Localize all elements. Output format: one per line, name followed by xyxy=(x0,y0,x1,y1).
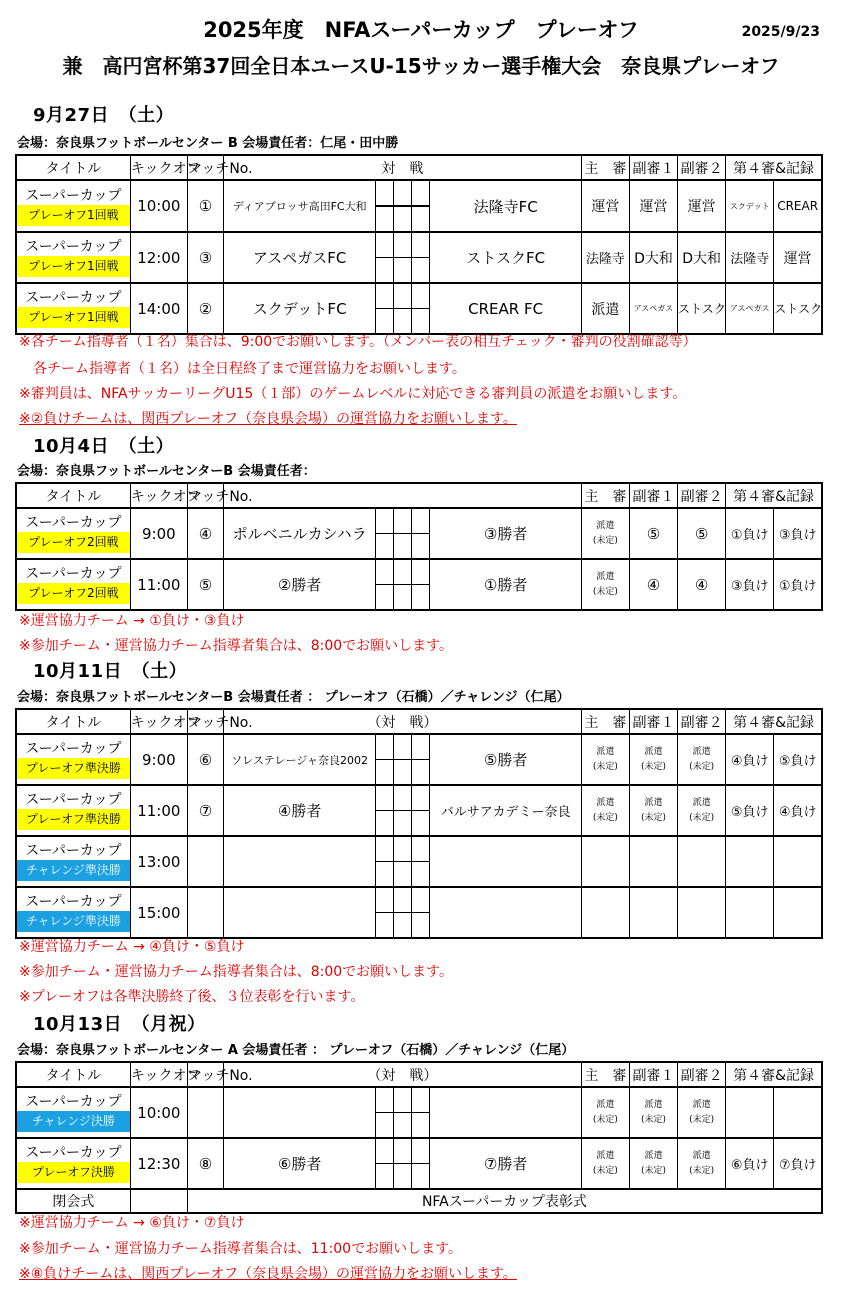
recorder: ①負け xyxy=(774,559,822,610)
assistant-referee-2: 派遣 (未定) xyxy=(678,734,726,785)
kickoff-time: 12:00 xyxy=(130,232,187,283)
round-label: チャレンジ準決勝 xyxy=(17,911,130,932)
fourth-official: アスペガス xyxy=(726,283,774,334)
closing-kickoff xyxy=(130,1189,187,1213)
round-label: プレーオフ1回戦 xyxy=(17,256,130,277)
col-ar1: 副審１ xyxy=(629,709,677,734)
home-team xyxy=(223,887,375,938)
home-team: ディアブロッサ高田FC大和 xyxy=(223,180,375,232)
day4-schedule-table xyxy=(15,1061,823,1214)
home-team: ②勝者 xyxy=(223,559,375,610)
col-fourth: 第４審&記録 xyxy=(726,483,822,508)
kickoff-time: 10:00 xyxy=(130,1087,187,1138)
table-row xyxy=(16,283,822,309)
assistant-referee-1: 派遣 (未定) xyxy=(629,1138,677,1189)
super-cup-label: スーパーカップ xyxy=(25,566,122,582)
assistant-referee-1: 派遣 (未定) xyxy=(629,785,677,836)
score-cell xyxy=(412,1164,430,1190)
assistant-referee-1: D大和 xyxy=(629,232,677,283)
score-cell xyxy=(376,760,394,786)
fourth-official: ⑥負け xyxy=(726,1138,774,1189)
assistant-referee-2: 派遣 (未定) xyxy=(678,785,726,836)
score-cell xyxy=(394,734,412,760)
col-ar2: 副審２ xyxy=(678,709,726,734)
home-team xyxy=(223,1087,375,1138)
col-versus: （対 戦） xyxy=(223,709,581,734)
away-team: CREAR FC xyxy=(430,283,581,334)
score-cell xyxy=(376,1113,394,1139)
col-kickoff: キックオフ xyxy=(130,483,187,508)
super-cup-label: スーパーカップ xyxy=(25,187,122,204)
fourth-official: スクデット xyxy=(726,180,774,232)
match-title xyxy=(16,283,130,334)
col-kickoff: キックオフ xyxy=(130,155,187,180)
match-number: ⑧ xyxy=(187,1138,223,1189)
day4-note: ※参加チーム・運営協力チーム指導者集合は、11:00でお願いします。 xyxy=(19,1241,462,1257)
score-cell xyxy=(412,887,430,913)
col-ar2: 副審２ xyxy=(678,155,726,180)
day4-note: ※運営協力チーム → ⑥負け・⑦負け xyxy=(19,1215,245,1231)
fourth-official: ③負け xyxy=(726,559,774,610)
score-cell xyxy=(412,785,430,811)
main-referee xyxy=(581,836,629,887)
match-title xyxy=(16,836,130,887)
super-cup-label: スーパーカップ xyxy=(25,515,122,531)
day3-heading: 10月11日 （土） xyxy=(33,661,188,682)
recorder xyxy=(774,887,822,938)
match-number xyxy=(187,1087,223,1138)
super-cup-label: スーパーカップ xyxy=(25,843,122,859)
day4-heading: 10月13日 （月祝） xyxy=(33,1014,206,1035)
day3-venue: 会場：奈良県フットボールセンターB 会場責任者 ： プレーオフ（石橋）／チャレンジ（仁尾） xyxy=(17,690,570,705)
score-cell xyxy=(376,811,394,837)
round-label: プレーオフ準決勝 xyxy=(17,809,130,830)
recorder: CREAR xyxy=(774,180,822,232)
main-referee xyxy=(581,887,629,938)
assistant-referee-2: ⑤ xyxy=(678,508,726,559)
score-cell xyxy=(376,534,394,560)
home-team: ④勝者 xyxy=(223,785,375,836)
score-cell xyxy=(376,887,394,913)
match-title xyxy=(16,1138,130,1189)
assistant-referee-2: 運営 xyxy=(678,180,726,232)
document-title: 2025年度 NFAスーパーカップ プレーオフ xyxy=(203,18,639,42)
recorder xyxy=(774,1087,822,1138)
round-label: プレーオフ準決勝 xyxy=(17,758,130,779)
day3-schedule-table xyxy=(15,708,823,939)
score-cell xyxy=(412,585,430,611)
day1-venue: 会場：奈良県フットボールセンター B 会場責任者：仁尾・田中勝 xyxy=(17,136,399,151)
away-team xyxy=(430,836,581,887)
assistant-referee-2: D大和 xyxy=(678,232,726,283)
score-cell xyxy=(376,206,394,232)
home-team xyxy=(223,836,375,887)
col-main-ref: 主 審 xyxy=(581,483,629,508)
fourth-official xyxy=(726,1087,774,1138)
col-ar1: 副審１ xyxy=(629,483,677,508)
closing-label: 閉会式 xyxy=(16,1189,130,1213)
round-label: プレーオフ決勝 xyxy=(17,1162,130,1183)
col-kickoff: キックオフ xyxy=(130,709,187,734)
home-team: ソレステレージャ奈良2002 xyxy=(223,734,375,785)
day2-heading: 10月4日 （土） xyxy=(33,436,175,457)
match-title xyxy=(16,559,130,610)
table-row xyxy=(16,508,822,534)
score-cell xyxy=(376,585,394,611)
away-team: ⑤勝者 xyxy=(430,734,581,785)
score-cell xyxy=(376,913,394,939)
assistant-referee-2: 派遣 (未定) xyxy=(678,1087,726,1138)
score-cell xyxy=(376,559,394,585)
score-cell xyxy=(376,1164,394,1190)
col-match-no: マッチNo. xyxy=(187,483,223,508)
score-cell xyxy=(394,258,412,284)
score-cell xyxy=(394,811,412,837)
assistant-referee-1: 派遣 (未定) xyxy=(629,1087,677,1138)
super-cup-label: スーパーカップ xyxy=(25,741,122,757)
fourth-official: ④負け xyxy=(726,734,774,785)
table-header-row xyxy=(16,155,822,180)
closing-ceremony-row xyxy=(16,1189,822,1213)
assistant-referee-1 xyxy=(629,836,677,887)
score-cell xyxy=(412,180,430,206)
score-cell xyxy=(394,887,412,913)
day1-note: 各チーム指導者（１名）は全日程終了まで運営協力をお願いします。 xyxy=(19,361,466,377)
away-team xyxy=(430,887,581,938)
super-cup-label: スーパーカップ xyxy=(25,1145,122,1161)
assistant-referee-1: ④ xyxy=(629,559,677,610)
day3-note: ※参加チーム・運営協力チーム指導者集合は、8:00でお願いします。 xyxy=(19,964,454,980)
table-row xyxy=(16,1138,822,1164)
recorder: ⑤負け xyxy=(774,734,822,785)
score-cell xyxy=(412,760,430,786)
score-cell xyxy=(376,232,394,258)
home-team: ⑥勝者 xyxy=(223,1138,375,1189)
score-cell xyxy=(412,811,430,837)
day1-note: ※②負けチームは、関西プレーオフ（奈良県会場）の運営協力をお願いします。 xyxy=(19,411,517,427)
score-cell xyxy=(376,258,394,284)
main-referee: 派遣 (未定) xyxy=(581,785,629,836)
main-referee: 派遣 (未定) xyxy=(581,734,629,785)
home-team: スクデットFC xyxy=(223,283,375,334)
col-fourth: 第４審&記録 xyxy=(726,709,822,734)
match-number: ⑤ xyxy=(187,559,223,610)
score-cell xyxy=(376,283,394,309)
score-cell xyxy=(394,508,412,534)
main-referee: 運営 xyxy=(581,180,629,232)
fourth-official: ⑤負け xyxy=(726,785,774,836)
score-cell xyxy=(394,785,412,811)
score-cell xyxy=(394,1164,412,1190)
match-number: ④ xyxy=(187,508,223,559)
score-cell xyxy=(376,180,394,206)
kickoff-time: 15:00 xyxy=(130,887,187,938)
super-cup-label: スーパーカップ xyxy=(25,239,122,255)
match-title xyxy=(16,785,130,836)
away-team: ①勝者 xyxy=(430,559,581,610)
score-cell xyxy=(394,585,412,611)
match-number: ② xyxy=(187,283,223,334)
kickoff-time: 12:30 xyxy=(130,1138,187,1189)
score-cell xyxy=(412,232,430,258)
day4-note: ※⑧負けチームは、関西プレーオフ（奈良県会場）の運営協力をお願いします。 xyxy=(19,1266,517,1282)
main-referee: 派遣 (未定) xyxy=(581,508,629,559)
score-cell xyxy=(412,862,430,888)
main-referee: 派遣 (未定) xyxy=(581,559,629,610)
document-date: 2025/9/23 xyxy=(741,24,820,40)
table-row xyxy=(16,180,822,206)
col-title: タイトル xyxy=(16,709,130,734)
recorder: ストスク xyxy=(774,283,822,334)
score-cell xyxy=(394,862,412,888)
assistant-referee-1: 運営 xyxy=(629,180,677,232)
match-number: ③ xyxy=(187,232,223,283)
score-cell xyxy=(412,508,430,534)
assistant-referee-2: 派遣 (未定) xyxy=(678,1138,726,1189)
document-subtitle: 兼 高円宮杯第37回全日本ユースU-15サッカー選手権大会 奈良県プレーオフ xyxy=(62,54,780,78)
match-title xyxy=(16,1087,130,1138)
fourth-official: 法隆寺 xyxy=(726,232,774,283)
home-team: アスペガスFC xyxy=(223,232,375,283)
main-referee: 派遣 xyxy=(581,283,629,334)
score-cell xyxy=(412,206,430,232)
match-number: ⑦ xyxy=(187,785,223,836)
match-number xyxy=(187,836,223,887)
table-row xyxy=(16,232,822,258)
match-number: ① xyxy=(187,180,223,232)
away-team: バルサアカデミー奈良 xyxy=(430,785,581,836)
score-cell xyxy=(394,1087,412,1113)
score-cell xyxy=(376,862,394,888)
match-title xyxy=(16,180,130,232)
away-team xyxy=(430,1087,581,1138)
assistant-referee-2 xyxy=(678,887,726,938)
recorder: ⑦負け xyxy=(774,1138,822,1189)
col-ar1: 副審１ xyxy=(629,1062,677,1087)
assistant-referee-2 xyxy=(678,836,726,887)
away-team: ⑦勝者 xyxy=(430,1138,581,1189)
score-cell xyxy=(394,913,412,939)
main-referee: 派遣 (未定) xyxy=(581,1087,629,1138)
score-cell xyxy=(412,1113,430,1139)
day1-heading: 9月27日 （土） xyxy=(33,105,175,126)
table-header-row xyxy=(16,1062,822,1087)
col-title: タイトル xyxy=(16,155,130,180)
main-referee: 派遣 (未定) xyxy=(581,1138,629,1189)
round-label: プレーオフ1回戦 xyxy=(17,205,130,226)
table-header-row xyxy=(16,483,822,508)
match-title xyxy=(16,734,130,785)
round-label: プレーオフ2回戦 xyxy=(17,532,130,553)
score-cell xyxy=(412,734,430,760)
col-main-ref: 主 審 xyxy=(581,155,629,180)
kickoff-time: 10:00 xyxy=(130,180,187,232)
score-cell xyxy=(376,836,394,862)
score-cell xyxy=(394,180,412,206)
recorder: ③負け xyxy=(774,508,822,559)
kickoff-time: 11:00 xyxy=(130,785,187,836)
match-number: ⑥ xyxy=(187,734,223,785)
fourth-official xyxy=(726,836,774,887)
col-main-ref: 主 審 xyxy=(581,709,629,734)
round-label: プレーオフ1回戦 xyxy=(17,307,130,328)
table-row xyxy=(16,559,822,585)
match-title xyxy=(16,887,130,938)
score-cell xyxy=(412,258,430,284)
day2-note: ※参加チーム・運営協力チーム指導者集合は、8:00でお願いします。 xyxy=(19,638,454,654)
score-cell xyxy=(394,206,412,232)
score-cell xyxy=(376,508,394,534)
score-cell xyxy=(412,283,430,309)
col-kickoff: キックオフ xyxy=(130,1062,187,1087)
col-title: タイトル xyxy=(16,1062,130,1087)
assistant-referee-1 xyxy=(629,887,677,938)
round-label: チャレンジ準決勝 xyxy=(17,860,130,881)
col-match-no: マッチNo. xyxy=(187,709,223,734)
col-versus xyxy=(223,483,581,508)
day1-note: ※各チーム指導者（１名）集合は、9:00でお願いします。（メンバー表の相互チェック・審判の役割確認等） xyxy=(19,334,697,350)
day1-note: ※審判員は、NFAサッカーリーグU15（１部）のゲームレベルに対応できる審判員の派遣をお願いします。 xyxy=(19,386,687,402)
day1-schedule-table xyxy=(15,154,823,335)
day2-venue: 会場：奈良県フットボールセンターB 会場責任者： xyxy=(17,464,316,479)
score-cell xyxy=(376,734,394,760)
home-team: ポルベニルカシハラ xyxy=(223,508,375,559)
day2-note: ※運営協力チーム → ①負け・③負け xyxy=(19,613,245,629)
table-row xyxy=(16,836,822,862)
score-cell xyxy=(394,232,412,258)
recorder: ④負け xyxy=(774,785,822,836)
fourth-official xyxy=(726,887,774,938)
col-ar2: 副審２ xyxy=(678,1062,726,1087)
away-team: ③勝者 xyxy=(430,508,581,559)
table-header-row xyxy=(16,709,822,734)
recorder xyxy=(774,836,822,887)
score-cell xyxy=(376,1087,394,1113)
score-cell xyxy=(412,1087,430,1113)
super-cup-label: スーパーカップ xyxy=(25,894,122,910)
kickoff-time: 11:00 xyxy=(130,559,187,610)
recorder: 運営 xyxy=(774,232,822,283)
col-fourth: 第４審&記録 xyxy=(726,155,822,180)
col-title: タイトル xyxy=(16,483,130,508)
table-row xyxy=(16,785,822,811)
match-title xyxy=(16,232,130,283)
kickoff-time: 9:00 xyxy=(130,734,187,785)
score-cell xyxy=(412,913,430,939)
col-main-ref: 主 審 xyxy=(581,1062,629,1087)
day4-venue: 会場：奈良県フットボールセンター A 会場責任者 ： プレーオフ（石橋）／チャレンジ（仁尾） xyxy=(17,1043,575,1058)
round-label: プレーオフ2回戦 xyxy=(17,583,130,604)
score-cell xyxy=(394,760,412,786)
score-cell xyxy=(394,283,412,309)
score-cell xyxy=(412,1138,430,1164)
col-versus: （対 戦） xyxy=(223,1062,581,1087)
kickoff-time: 14:00 xyxy=(130,283,187,334)
score-cell xyxy=(412,534,430,560)
table-row xyxy=(16,1087,822,1113)
score-cell xyxy=(394,559,412,585)
fourth-official: ①負け xyxy=(726,508,774,559)
round-label: チャレンジ決勝 xyxy=(17,1111,130,1132)
day3-note: ※運営協力チーム → ④負け・⑤負け xyxy=(19,939,245,955)
score-cell xyxy=(394,836,412,862)
assistant-referee-2: ④ xyxy=(678,559,726,610)
away-team: 法隆寺FC xyxy=(430,180,581,232)
away-team: ストスクFC xyxy=(430,232,581,283)
score-cell xyxy=(394,1113,412,1139)
day2-schedule-table xyxy=(15,482,823,611)
super-cup-label: スーパーカップ xyxy=(25,1094,122,1110)
assistant-referee-1: 派遣 (未定) xyxy=(629,734,677,785)
table-row xyxy=(16,734,822,760)
table-row xyxy=(16,887,822,913)
col-match-no: マッチNo. xyxy=(187,155,223,180)
score-cell xyxy=(412,836,430,862)
score-cell xyxy=(376,785,394,811)
col-match-no: マッチNo. xyxy=(187,1062,223,1087)
closing-event: NFAスーパーカップ表彰式 xyxy=(187,1189,822,1213)
super-cup-label: スーパーカップ xyxy=(25,290,122,306)
assistant-referee-1: ⑤ xyxy=(629,508,677,559)
score-cell xyxy=(376,1138,394,1164)
assistant-referee-2: ストスク xyxy=(678,283,726,334)
kickoff-time: 13:00 xyxy=(130,836,187,887)
day3-note: ※プレーオフは各準決勝終了後、３位表彰を行います。 xyxy=(19,989,365,1005)
col-ar2: 副審２ xyxy=(678,483,726,508)
super-cup-label: スーパーカップ xyxy=(25,792,122,808)
col-versus: 対 戦 xyxy=(223,155,581,180)
kickoff-time: 9:00 xyxy=(130,508,187,559)
col-fourth: 第４審&記録 xyxy=(726,1062,822,1087)
col-ar1: 副審１ xyxy=(629,155,677,180)
match-number xyxy=(187,887,223,938)
score-cell xyxy=(412,559,430,585)
match-title xyxy=(16,508,130,559)
score-cell xyxy=(394,534,412,560)
main-referee: 法隆寺 xyxy=(581,232,629,283)
assistant-referee-1: アスペガス xyxy=(629,283,677,334)
score-cell xyxy=(394,1138,412,1164)
